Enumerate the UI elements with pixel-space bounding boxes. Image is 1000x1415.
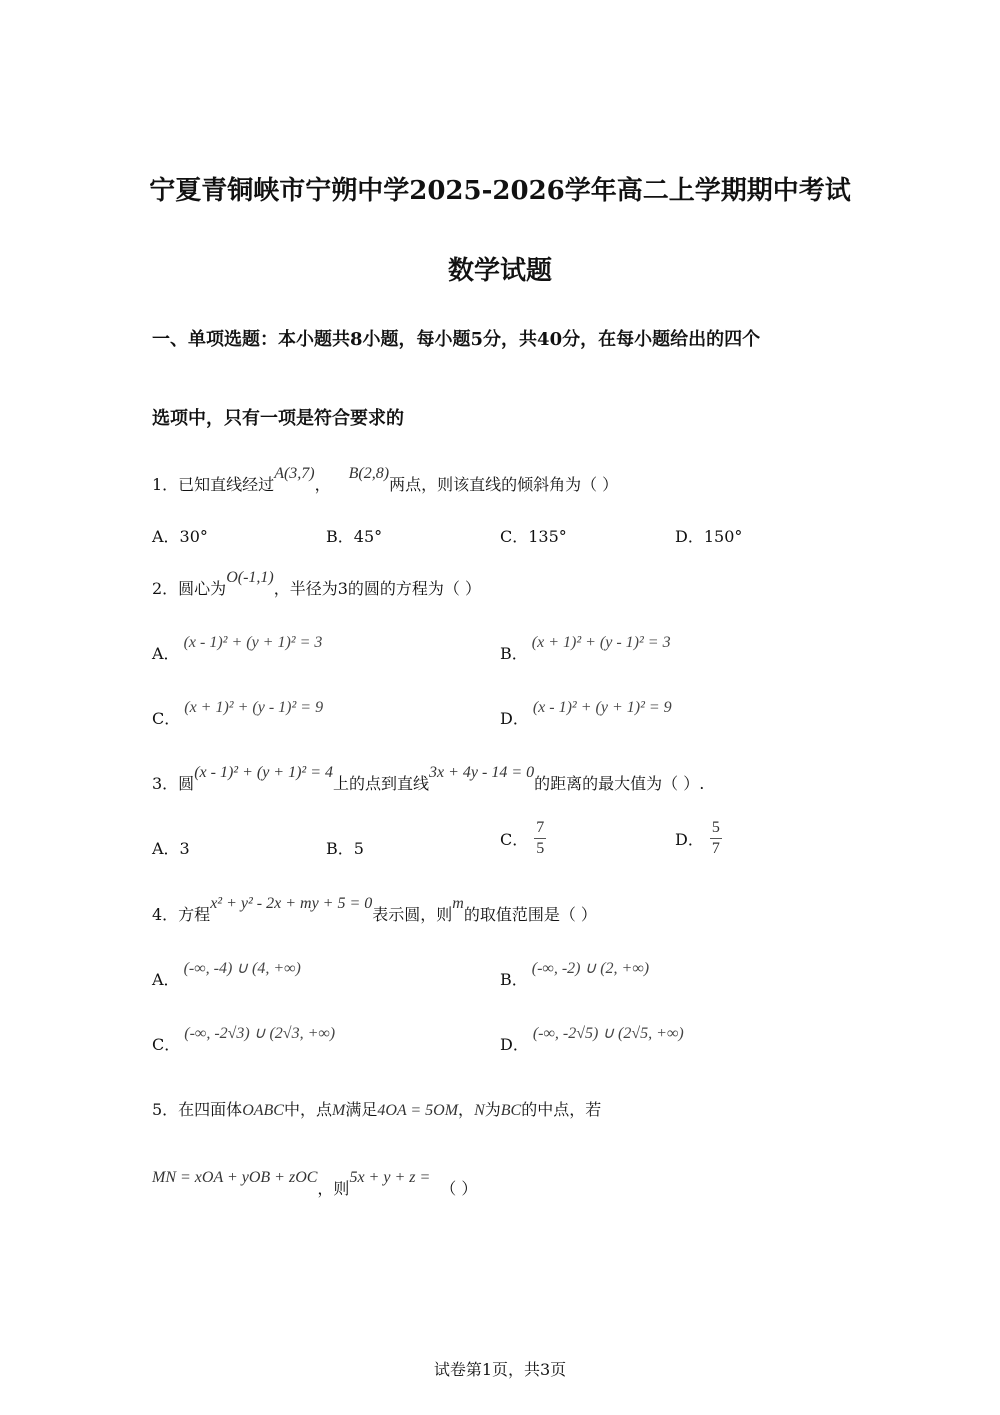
question-1 [152, 465, 619, 495]
math-expression: 4OA = 5OM [377, 1102, 459, 1119]
math-expression: (-∞, -2) ∪ (2, +∞) [531, 960, 650, 977]
math-expression: BC [500, 1102, 522, 1119]
math-expression: OABC [242, 1102, 284, 1119]
option-label: D． [500, 709, 529, 728]
math-expression: (x + 1)² + (y - 1)² = 3 [531, 634, 671, 651]
math-expression: B(2,8) [348, 465, 390, 482]
fraction-denominator: 7 [711, 840, 720, 857]
math-expression: (-∞, -4) ∪ (4, +∞) [183, 960, 301, 977]
question-text: ， [458, 1100, 475, 1119]
option-label: A． [152, 970, 180, 989]
math-expression: (x + 1)² + (y - 1)² = 9 [184, 699, 324, 716]
math-expression: 5x + y + z = [349, 1169, 431, 1186]
option-b: B．5 [326, 839, 364, 858]
question-text: 3．圆 [152, 774, 195, 793]
option-d [675, 818, 722, 859]
fraction [534, 818, 546, 859]
section-heading-continued: 选项中，只有一项是符合要求的 [152, 408, 404, 429]
question-text: 两点，则该直线的倾斜角为（ ） [389, 475, 619, 494]
option-d: D．150° [675, 527, 743, 546]
option-label: D． [675, 830, 704, 849]
option-label: C． [152, 1035, 181, 1054]
option-label: B． [500, 644, 528, 663]
math-expression: (-∞, -2√5) ∪ (2√5, +∞) [532, 1025, 684, 1042]
question-text: ， [314, 475, 331, 494]
option-b: B．45° [326, 527, 383, 546]
math-expression: N [474, 1102, 485, 1119]
exam-subtitle: 数学试题 [447, 256, 552, 286]
question-text: 的中点，若 [521, 1100, 602, 1119]
question-text: ，则 [317, 1179, 350, 1198]
question-text: 5．在四面体 [152, 1100, 243, 1119]
math-expression: (x - 1)² + (y + 1)² = 3 [183, 634, 323, 651]
question-text: 1．已知直线经过 [152, 475, 275, 494]
question-text: 的距离的最大值为（ ）. [534, 774, 705, 793]
option-c [152, 1025, 336, 1055]
question-5-continued [152, 1169, 478, 1199]
option-c: C．135° [500, 527, 567, 546]
question-text: （ ） [440, 1179, 478, 1198]
option-label: C． [152, 709, 181, 728]
question-3 [152, 764, 705, 794]
option-d [500, 1025, 684, 1055]
exam-title: 宁夏青铜峡市宁朔中学2025-2026学年高二上学期期中考试 [149, 176, 851, 206]
option-b [500, 634, 671, 664]
option-a [152, 634, 323, 664]
option-a [152, 960, 301, 990]
math-expression: 3x + 4y - 14 = 0 [429, 764, 535, 781]
option-label: D． [500, 1035, 529, 1054]
question-text: 2．圆心为 [152, 579, 227, 598]
option-d [500, 699, 672, 729]
fraction [710, 818, 722, 859]
question-2 [152, 569, 482, 599]
option-c [152, 699, 324, 729]
math-expression: (x - 1)² + (y + 1)² = 4 [194, 764, 334, 781]
question-text: 上的点到直线 [333, 774, 430, 793]
question-5 [152, 1097, 601, 1120]
math-expression: x² + y² - 2x + my + 5 = 0 [210, 895, 373, 912]
question-text: ，半径为3的圆的方程为（ ） [273, 579, 482, 598]
option-label: C． [500, 830, 529, 849]
math-expression: m [452, 895, 464, 912]
option-b [500, 960, 650, 990]
fraction-numerator: 7 [534, 818, 546, 839]
option-label: A． [152, 644, 180, 663]
question-text: 中，点 [283, 1100, 332, 1119]
question-text: 4．方程 [152, 905, 211, 924]
question-text: 满足 [345, 1100, 378, 1119]
math-expression: O(-1,1) [226, 569, 274, 586]
math-expression: A(3,7) [274, 465, 315, 482]
fraction-numerator: 5 [710, 818, 722, 839]
option-a: A．30° [152, 527, 208, 546]
option-label: B． [500, 970, 528, 989]
option-c [500, 818, 546, 859]
question-4 [152, 895, 597, 925]
math-expression: M [331, 1102, 346, 1119]
math-expression: (-∞, -2√3) ∪ (2√3, +∞) [184, 1025, 336, 1042]
math-expression: (x - 1)² + (y + 1)² = 9 [532, 699, 672, 716]
option-a: A．3 [152, 839, 190, 858]
question-text: 为 [484, 1100, 501, 1119]
question-text: 的取值范围是（ ） [463, 905, 597, 924]
fraction-denominator: 5 [536, 840, 545, 857]
section-heading: 一、单项选题：本小题共8小题，每小题5分，共40分，在每小题给出的四个 [152, 329, 761, 350]
math-expression: MN = xOA + yOB + zOC [152, 1169, 318, 1186]
page-footer: 试卷第1页，共3页 [433, 1360, 567, 1379]
question-text: 表示圆，则 [372, 905, 453, 924]
